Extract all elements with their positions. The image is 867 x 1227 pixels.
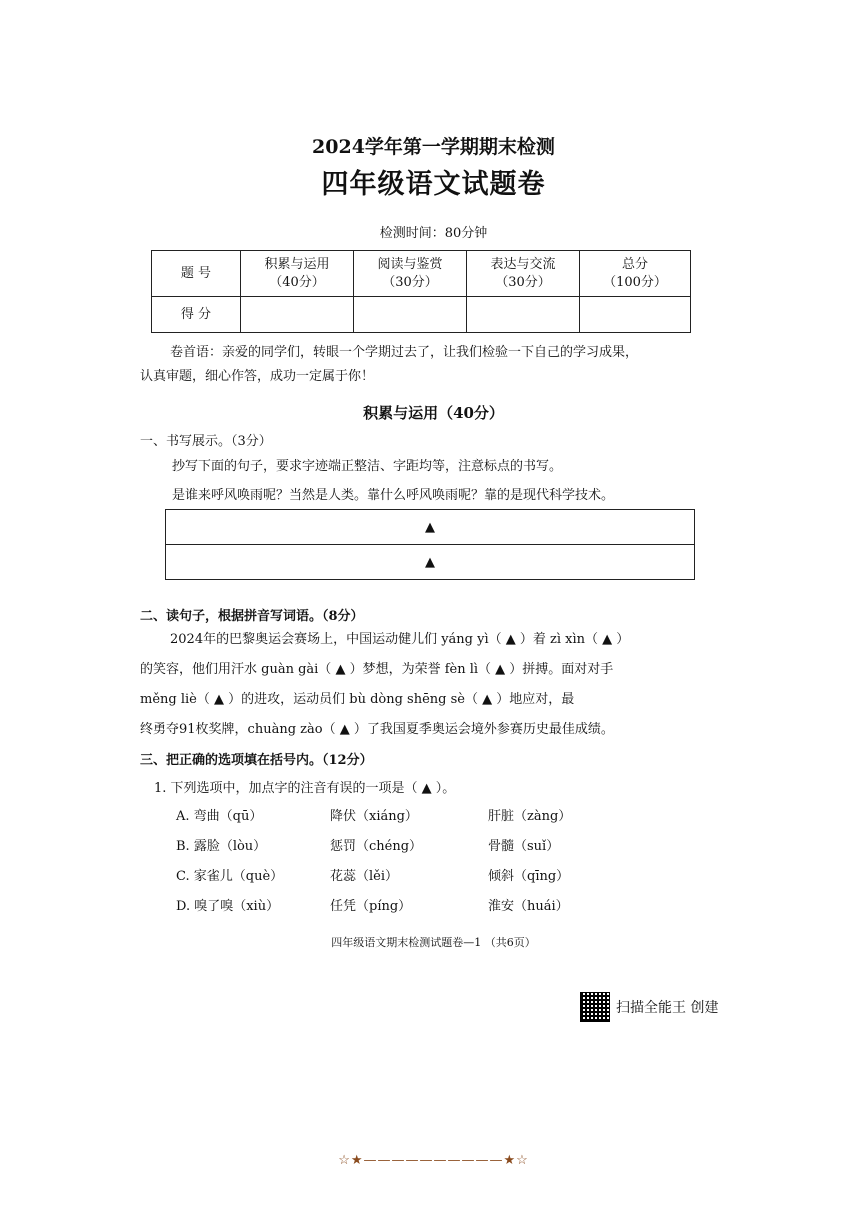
writing-box[interactable]	[165, 544, 695, 580]
score-cell[interactable]	[241, 297, 354, 333]
row-label-score: 得 分	[152, 297, 241, 333]
page-footer: 四年级语文期末检测试题卷—1 （共6页）	[331, 936, 536, 949]
col-header-total: 总分 （100分）	[580, 251, 691, 297]
intro-text: 卷首语：亲爱的同学们，转眼一个学期过去了，让我们检验一下自己的学习成果， 认真审题，细心作答，成功一定属于你！	[140, 345, 639, 384]
section-title: 积累与运用（40分）	[363, 404, 504, 422]
q2-passage: 2024年的巴黎奥运会赛场上，中国运动健儿们 yáng yì（ ▲ ）着 zì xìn（ ▲ ） 的笑容，他们用汗水 guàn gài（ ▲ ）梦想，为荣誉 fèn lì（ ▲ ）拼搏。面对对手 měng liè（ ▲ ）的进攻，运动员们 bù dòng shēng sè（ ▲ ）地应对，最 终勇夺91枚奖牌，chuàng zào（ ▲ ）了我国夏季奥运会境外参赛历史最佳成绩。	[140, 632, 630, 737]
q1-sentence: 是谁来呼风唤雨呢？当然是人类。靠什么呼风唤雨呢？靠的是现代科学技术。	[172, 488, 615, 503]
exam-subtitle: 2024学年第一学期期末检测	[312, 136, 555, 158]
option-d1: D. 嗅了嗅（xiù）	[176, 899, 280, 914]
option-d2: 任凭（píng）	[330, 899, 412, 914]
option-c1: C. 家雀儿（què）	[176, 869, 284, 884]
option-a1: A. 弯曲（qū）	[176, 809, 263, 824]
score-cell[interactable]	[354, 297, 467, 333]
scanner-label: 扫描全能王 创建	[616, 1000, 719, 1016]
q1-instruction: 抄写下面的句子，要求字迹端正整洁、字距均等，注意标点的书写。	[172, 459, 563, 474]
option-d3: 淮安（huái）	[488, 899, 569, 914]
col-header-1: 积累与运用 （40分）	[241, 251, 354, 297]
score-table	[151, 250, 691, 333]
writing-box[interactable]	[165, 509, 695, 545]
option-a2: 降伏（xiáng）	[330, 809, 418, 824]
row-label-question: 题 号	[152, 251, 241, 297]
q3-heading: 三、把正确的选项填在括号内。（12分）	[140, 753, 373, 768]
option-b2: 惩罚（chéng）	[330, 839, 423, 854]
option-c2: 花蕊（lěi）	[330, 869, 399, 884]
score-cell[interactable]	[580, 297, 691, 333]
exam-title: 四年级语文试题卷	[321, 169, 546, 200]
qr-code-icon	[580, 992, 610, 1022]
scanner-watermark	[580, 992, 718, 1022]
option-a3: 肝脏（zàng）	[488, 809, 572, 824]
score-cell[interactable]	[467, 297, 580, 333]
col-header-3: 表达与交流 （30分）	[467, 251, 580, 297]
stars-divider: ☆★——————————★☆	[338, 1153, 529, 1168]
col-header-2: 阅读与鉴赏 （30分）	[354, 251, 467, 297]
option-b3: 骨髓（suǐ）	[488, 839, 560, 854]
q3-sub1: 1. 下列选项中，加点字的注音有误的一项是（ ▲ ）。	[154, 781, 456, 796]
answer-mark: ▲	[425, 519, 435, 535]
q2-heading: 二、读句子，根据拼音写词语。（8分）	[140, 609, 364, 624]
exam-time: 检测时间：80分钟	[379, 226, 488, 241]
answer-mark: ▲	[425, 554, 435, 570]
option-b1: B. 露脸（lòu）	[176, 839, 267, 854]
q1-heading: 一、书写展示。（3分）	[140, 434, 272, 449]
option-c3: 倾斜（qīng）	[488, 869, 570, 884]
